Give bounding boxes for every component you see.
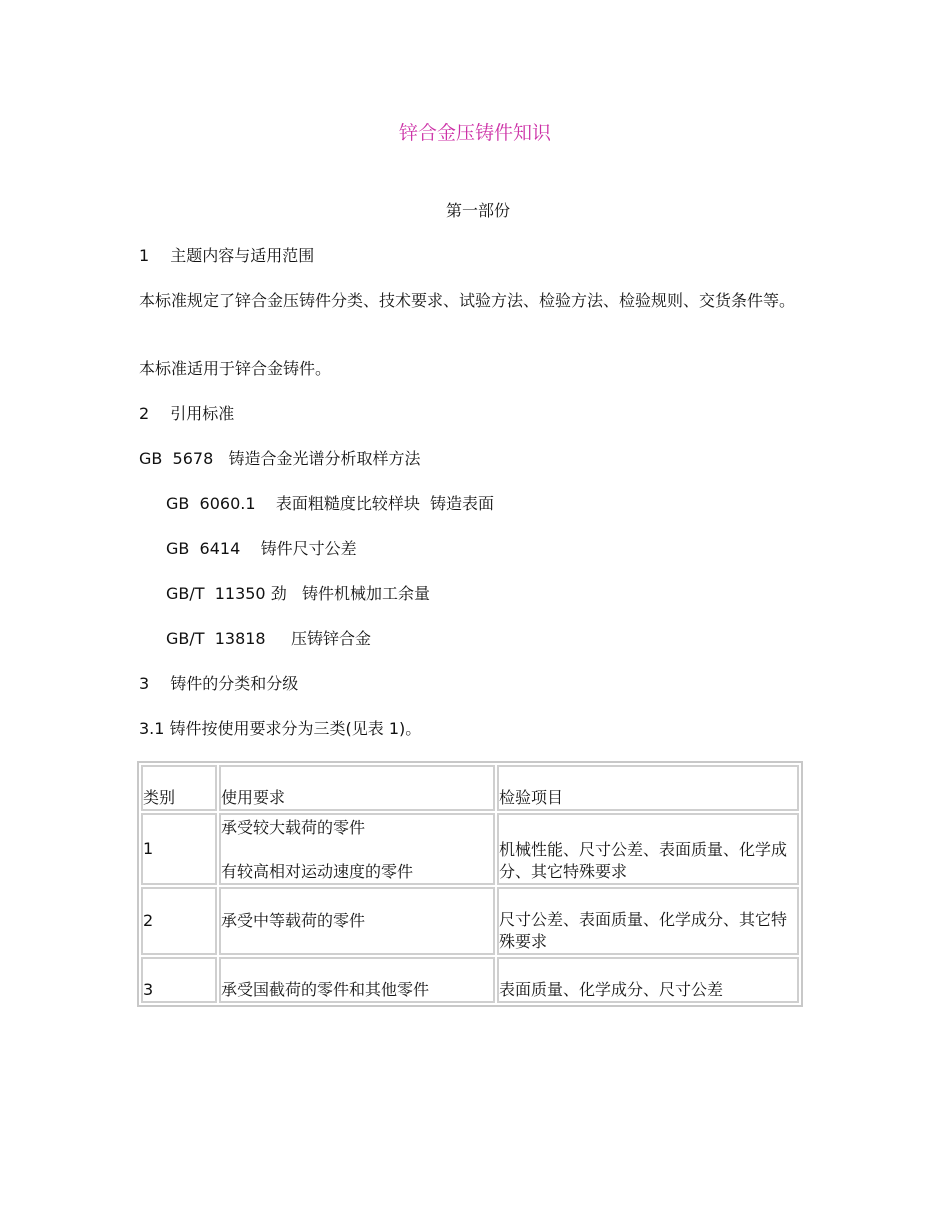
classification-table [137, 761, 803, 1007]
header-inspection-items: 检验项目 [497, 765, 799, 811]
header-requirement: 使用要求 [219, 765, 495, 811]
row-requirement: 承受国截荷的零件和其他零件 [219, 957, 495, 1003]
reference-item: GB 6060.1 表面粗糙度比较样块 铸造表面 [166, 494, 495, 513]
reference-item: GB 5678 铸造合金光谱分析取样方法 [139, 449, 421, 468]
reference-item: GB/T 13818 压铸锌合金 [166, 629, 372, 648]
row-inspection-items: 表面质量、化学成分、尺寸公差 [497, 957, 799, 1003]
table-row [141, 813, 799, 885]
row-category: 2 [141, 887, 217, 955]
section-3-1-text: 3.1 铸件按使用要求分为三类(见表 1)。 [139, 719, 422, 738]
row-inspection-items: 机械性能、尺寸公差、表面质量、化学成分、其它特殊要求 [497, 813, 799, 885]
row-category: 3 [141, 957, 217, 1003]
table-row [141, 957, 799, 1003]
section-3-heading: 3 铸件的分类和分级 [139, 674, 299, 693]
section-1-paragraph-1: 本标准规定了锌合金压铸件分类、技术要求、试验方法、检验方法、检验规则、交货条件等。 [139, 291, 796, 310]
part-heading: 第一部份 [445, 201, 510, 220]
document-title: 锌合金压铸件知识 [398, 122, 551, 144]
row-requirement: 承受中等载荷的零件 [219, 887, 495, 955]
section-2-heading: 2 引用标准 [139, 404, 235, 423]
header-category: 类别 [141, 765, 217, 811]
reference-item: GB 6414 铸件尺寸公差 [166, 539, 357, 558]
section-1-heading: 1 主题内容与适用范围 [139, 246, 315, 265]
table-row [141, 887, 799, 955]
table-header-row [141, 765, 799, 811]
reference-item: GB/T 11350 劲 铸件机械加工余量 [166, 584, 430, 603]
row-category: 1 [141, 813, 217, 885]
section-1-paragraph-2: 本标准适用于锌合金铸件。 [139, 359, 332, 378]
row-inspection-items: 尺寸公差、表面质量、化学成分、其它特殊要求 [497, 887, 799, 955]
requirement-line: 有较高相对运动速度的零件 [221, 862, 414, 881]
row-requirement [219, 813, 495, 885]
requirement-line: 承受较大载荷的零件 [221, 818, 366, 837]
